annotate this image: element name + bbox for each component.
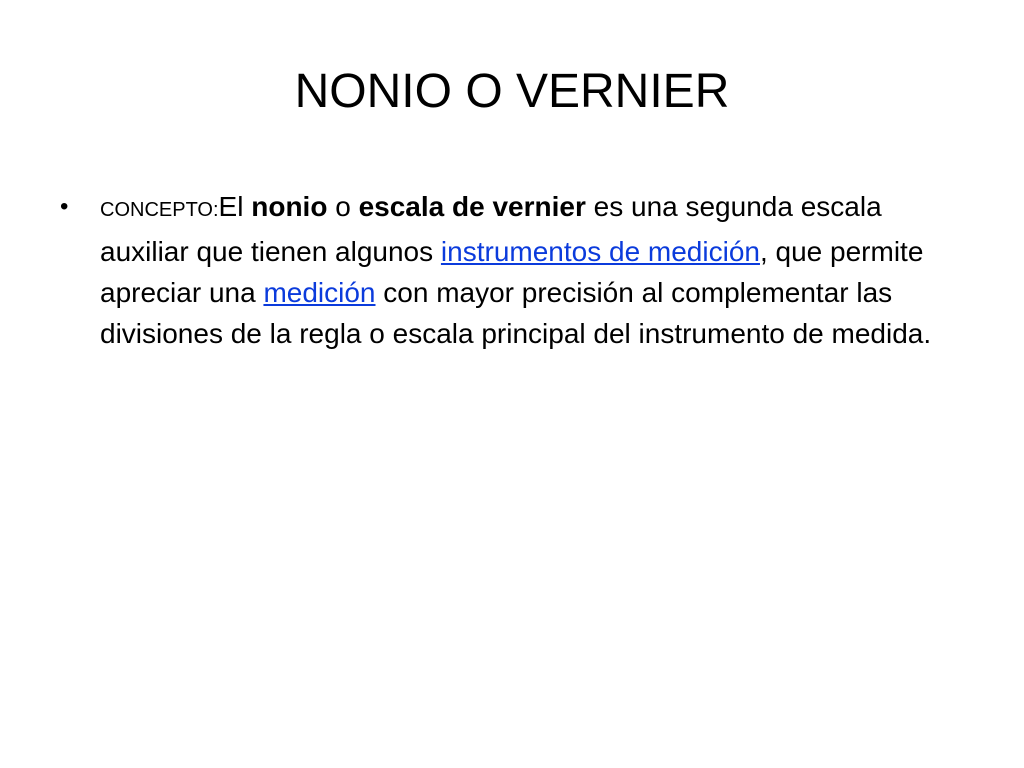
bullet-list bbox=[60, 186, 960, 354]
text-o: o bbox=[327, 191, 359, 222]
bullet-item-concepto bbox=[60, 186, 960, 354]
term-nonio: nonio bbox=[251, 191, 328, 222]
text-definition-part3: con mayor precisión al complementar las divisiones de la regla o escala principal del instrumento de medida. bbox=[100, 277, 932, 349]
bullet-icon: • bbox=[60, 193, 69, 220]
concept-label: CONCEPTO: bbox=[100, 199, 219, 221]
text-el: El bbox=[218, 191, 252, 222]
text-definition-part1: es una segunda escala auxiliar que tienen algunos bbox=[100, 191, 882, 267]
text-definition-part2: , que permite apreciar una bbox=[100, 236, 924, 308]
link-medicion[interactable]: medición bbox=[263, 277, 376, 308]
term-escala-de-vernier: escala de vernier bbox=[358, 191, 586, 222]
link-instrumentos-de-medicion[interactable]: instrumentos de medición bbox=[440, 236, 760, 267]
slide-title: NONIO O VERNIER bbox=[294, 65, 730, 118]
